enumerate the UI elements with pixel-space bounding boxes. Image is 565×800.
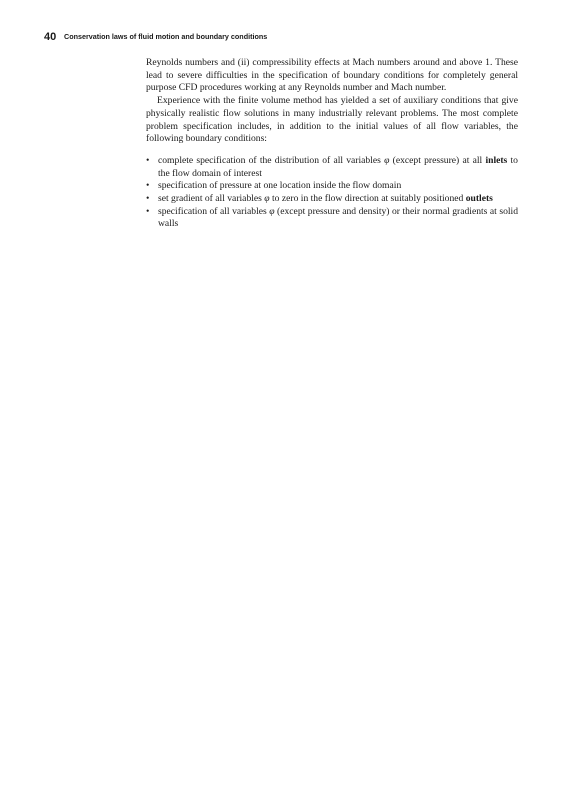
bullet-icon: • xyxy=(146,205,150,217)
list-item-text: (except pressure and density) or their normal gradients at solid walls xyxy=(158,205,518,230)
list-item-walls xyxy=(146,206,518,231)
list-item-text: specification of all variables xyxy=(158,205,270,217)
list-item-pressure xyxy=(146,180,518,193)
phi-symbol: φ xyxy=(269,205,275,217)
chapter-title: Conservation laws of fluid motion and boundary conditions xyxy=(64,32,268,41)
bullet-icon: • xyxy=(146,193,150,205)
list-item-text: (except pressure) at all xyxy=(389,154,486,166)
boundary-conditions-list xyxy=(146,155,518,231)
list-item-text: to zero in the flow direction at suitably positioned xyxy=(269,193,466,205)
body-text xyxy=(146,57,518,231)
list-item-inlets xyxy=(146,155,518,180)
phi-symbol: φ xyxy=(264,193,270,205)
page-number: 40 xyxy=(44,31,57,43)
list-item-outlets xyxy=(146,193,518,206)
paragraph-auxiliary-conditions: Experience with the finite volume method has yielded a set of auxiliary conditions that give physically realistic flow solutions in many industrially relevant problems. The most complete problem specification includes, in addition to the initial values of all flow variables, the following boundary conditions: xyxy=(146,95,518,145)
bullet-icon: • xyxy=(146,154,150,166)
term-outlets: outlets xyxy=(465,193,493,205)
list-item-text: to the flow domain of interest xyxy=(158,154,518,179)
list-item-text: specification of pressure at one location inside the flow domain xyxy=(158,180,402,192)
list-item-text: set gradient of all variables xyxy=(158,193,265,205)
running-head xyxy=(44,30,524,44)
list-item-text: complete specification of the distribution of all variables xyxy=(158,154,385,166)
term-inlets: inlets xyxy=(485,154,508,166)
bullet-icon: • xyxy=(146,180,150,192)
paragraph-continuation: Reynolds numbers and (ii) compressibility effects at Mach numbers around and above 1. These lead to severe difficulties in the specification of boundary conditions for completely general purpose CFD procedures working at any Reynolds number and Mach number. xyxy=(146,57,518,94)
phi-symbol: φ xyxy=(384,154,390,166)
